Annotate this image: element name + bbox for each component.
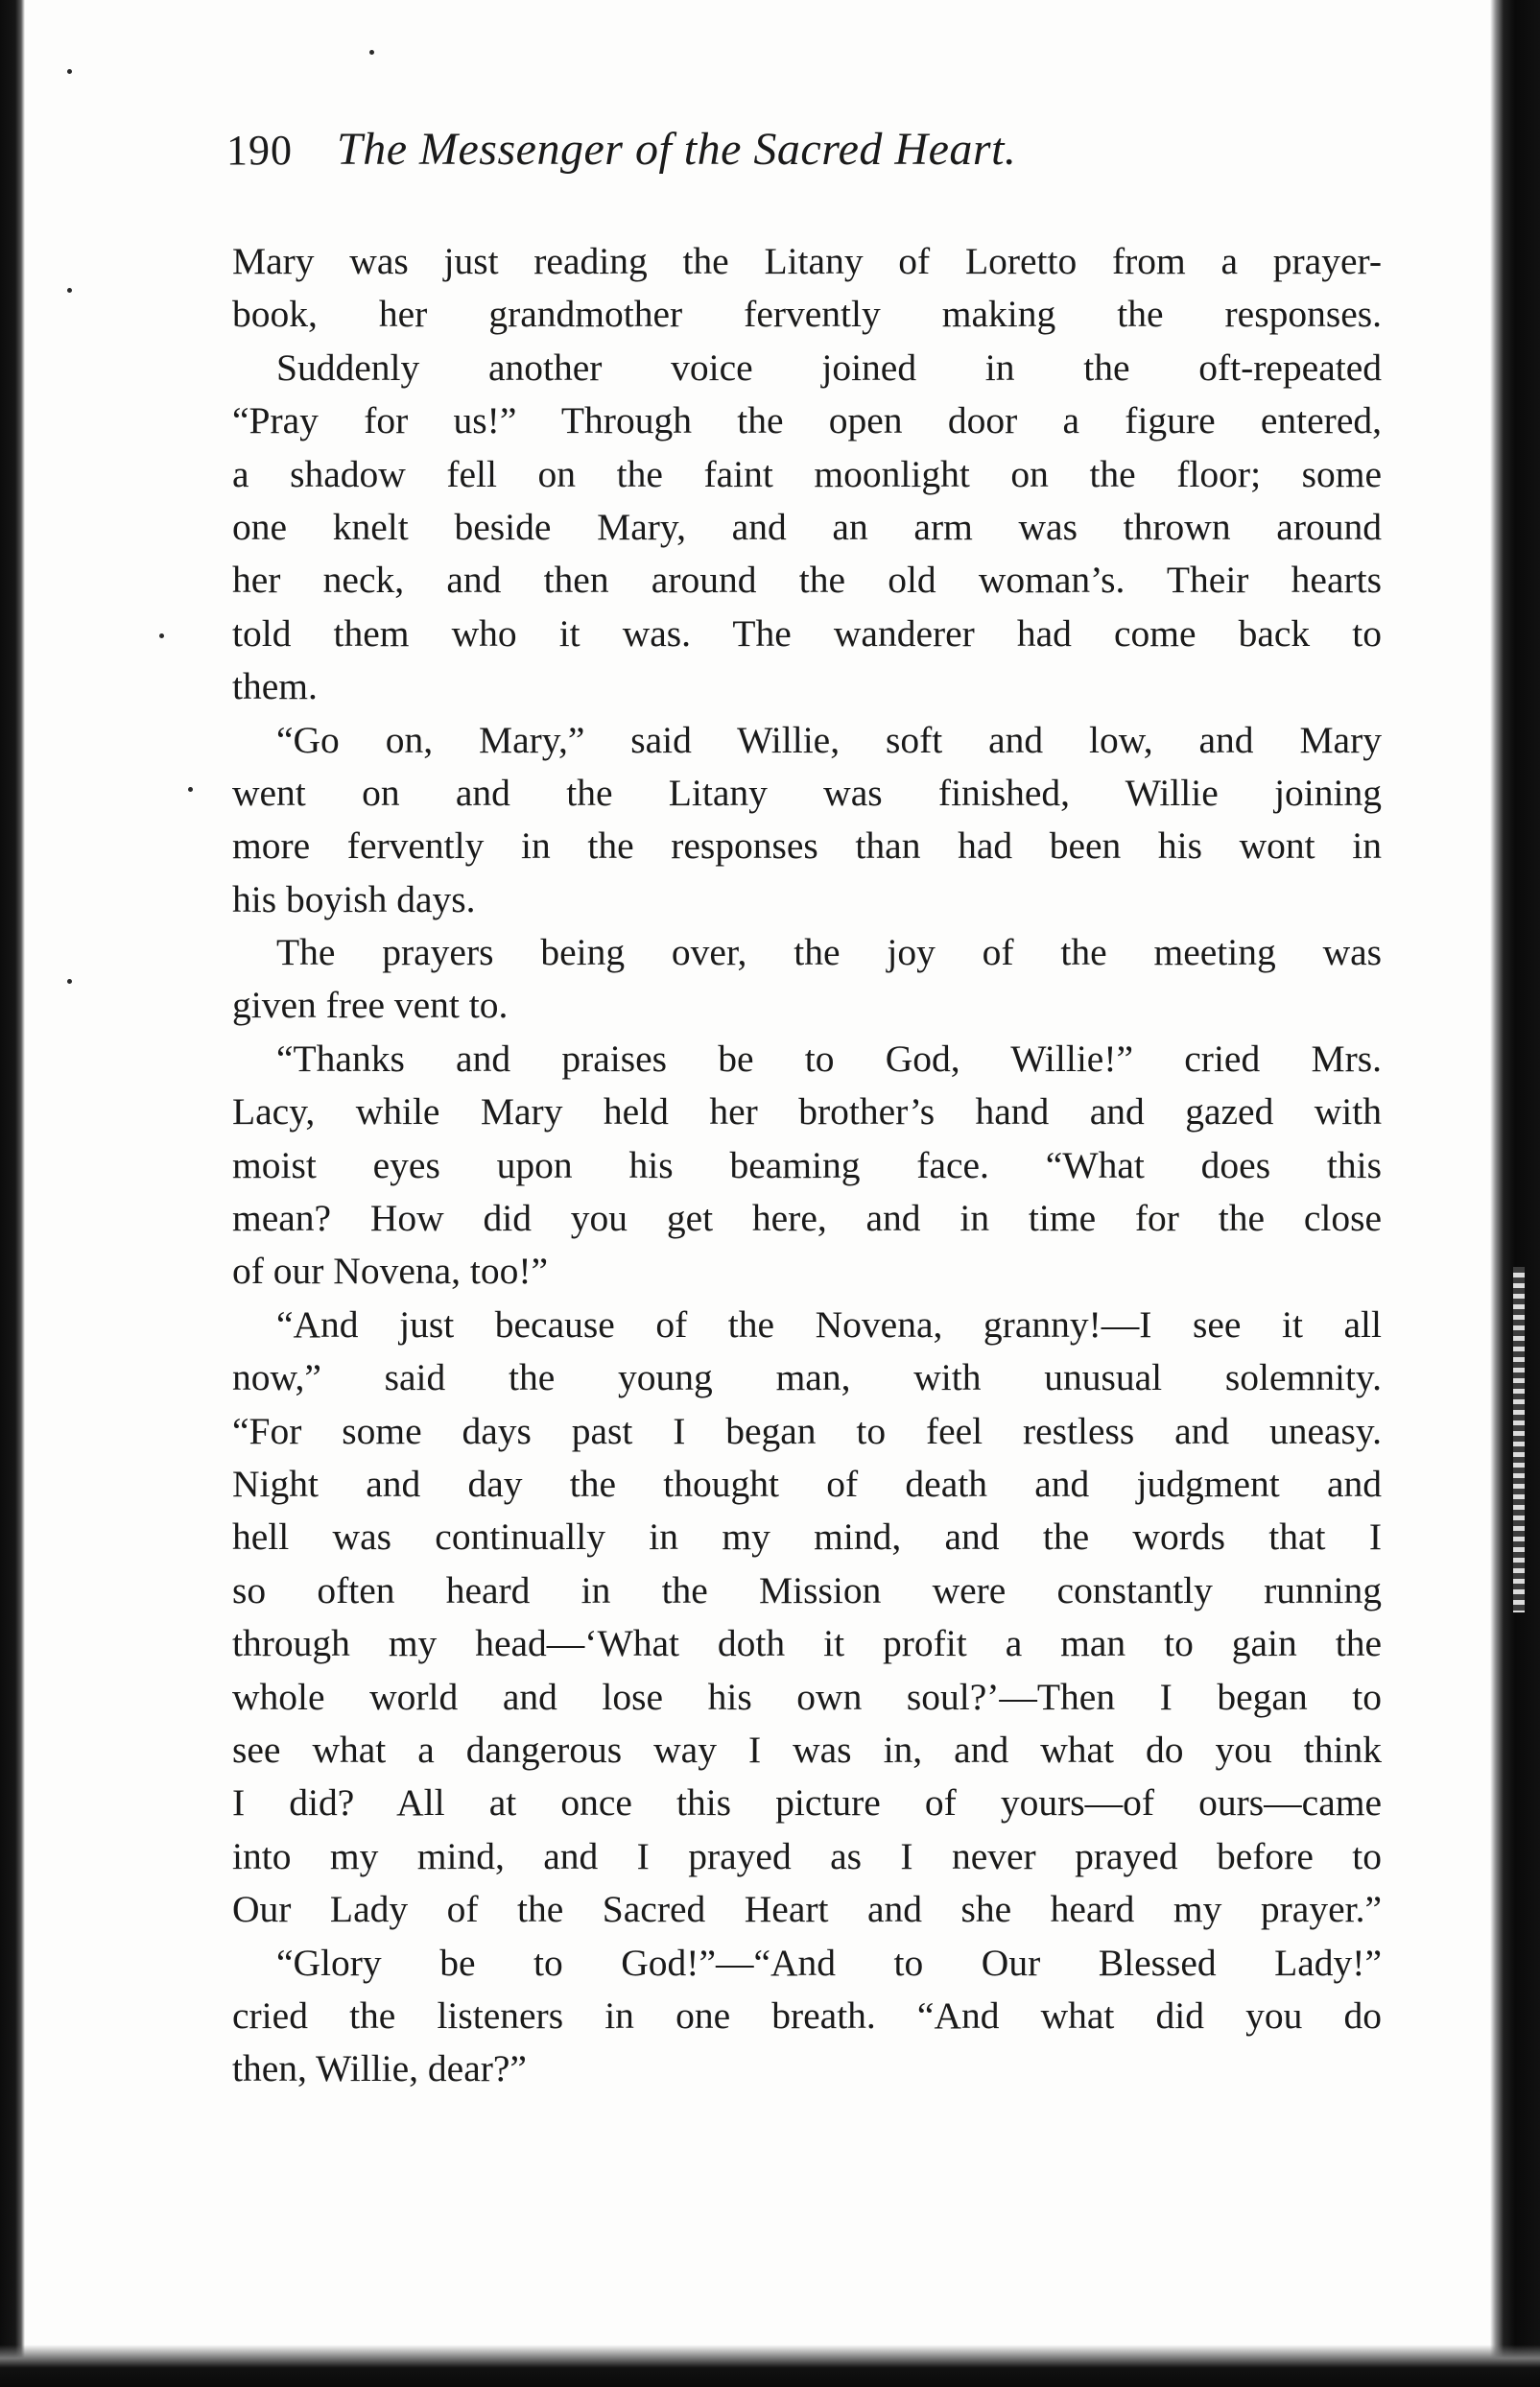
text-line: so often heard in the Mission were constantly running [232, 1568, 1382, 1611]
text-line: “And just because of the Novena, granny!—I see it all [276, 1302, 1382, 1346]
scan-speck [369, 50, 374, 55]
text-line: now,” said the young man, with unusual solemnity. [232, 1356, 1382, 1399]
text-line: whole world and lose his own soul?’—Then I began to [232, 1675, 1382, 1718]
text-line: Suddenly another voice joined in the oft-repeated [276, 346, 1382, 389]
text-line: of our Novena, too!” [232, 1250, 549, 1293]
text-line: went on and the Litany was finished, Willie joining [232, 771, 1382, 814]
text-line: Lacy, while Mary held her brother’s hand and gazed with [232, 1090, 1382, 1134]
text-line: Our Lady of the Sacred Heart and she heard my prayer.” [232, 1888, 1382, 1931]
text-line: Night and day the thought of death and judgment and [232, 1462, 1382, 1505]
text-line: them. [232, 665, 318, 708]
text-line: “For some days past I began to feel restless and uneasy. [232, 1409, 1382, 1452]
text-line: cried the listeners in one breath. “And what did you do [232, 1993, 1382, 2037]
page-number: 190 [226, 127, 293, 174]
text-line: I did? All at once this picture of yours—of ours—came [232, 1781, 1382, 1825]
text-line: see what a dangerous way I was in, and what do you think [232, 1728, 1382, 1771]
text-line: into my mind, and I prayed as I never prayed before to [232, 1834, 1382, 1877]
text-line: Mary was just reading the Litany of Loretto from a prayer- [232, 240, 1382, 282]
scan-binding-artifact [1513, 1267, 1525, 1612]
text-line: “Go on, Mary,” said Willie, soft and low, and Mary [276, 718, 1382, 761]
scan-speck [67, 288, 72, 293]
scan-speck [188, 787, 193, 792]
text-line: her neck, and then around the old woman’s. Their hearts [232, 559, 1382, 602]
text-line: moist eyes upon his beaming face. “What does this [232, 1143, 1382, 1186]
text-line: The prayers being over, the joy of the meeting was [276, 931, 1382, 974]
text-line: more fervently in the responses than had been his wont in [232, 824, 1382, 868]
text-line: given free vent to. [232, 984, 509, 1027]
body-text [232, 235, 1382, 2096]
text-line: hell was continually in my mind, and the words that I [232, 1516, 1382, 1559]
text-line: told them who it was. The wanderer had come back to [232, 611, 1382, 655]
scan-bottom-edge [0, 2345, 1540, 2387]
scan-speck [159, 633, 164, 638]
text-line: through my head—‘What doth it profit a man to gain the [232, 1622, 1382, 1665]
text-line: book, her grandmother fervently making the responses. [232, 293, 1382, 336]
text-line: “Thanks and praises be to God, Willie!” cried Mrs. [276, 1037, 1382, 1080]
text-line: mean? How did you get here, and in time for the close [232, 1197, 1382, 1240]
running-header [226, 123, 1368, 200]
text-line: “Pray for us!” Through the open door a figure entered, [232, 399, 1382, 442]
text-line: one knelt beside Mary, and an arm was thrown around [232, 505, 1382, 548]
running-title: The Messenger of the Sacred Heart. [337, 124, 1017, 175]
text-line: then, Willie, dear?” [232, 2047, 527, 2090]
scan-speck [67, 69, 72, 74]
scan-right-edge [1490, 0, 1540, 2387]
text-line: “Glory be to God!”—“And to Our Blessed Lady!” [276, 1941, 1382, 1984]
text-line: his boyish days. [232, 877, 476, 920]
scan-left-edge [0, 0, 25, 2387]
scan-speck [67, 979, 72, 984]
text-line: a shadow fell on the faint moonlight on the floor; some [232, 452, 1382, 495]
